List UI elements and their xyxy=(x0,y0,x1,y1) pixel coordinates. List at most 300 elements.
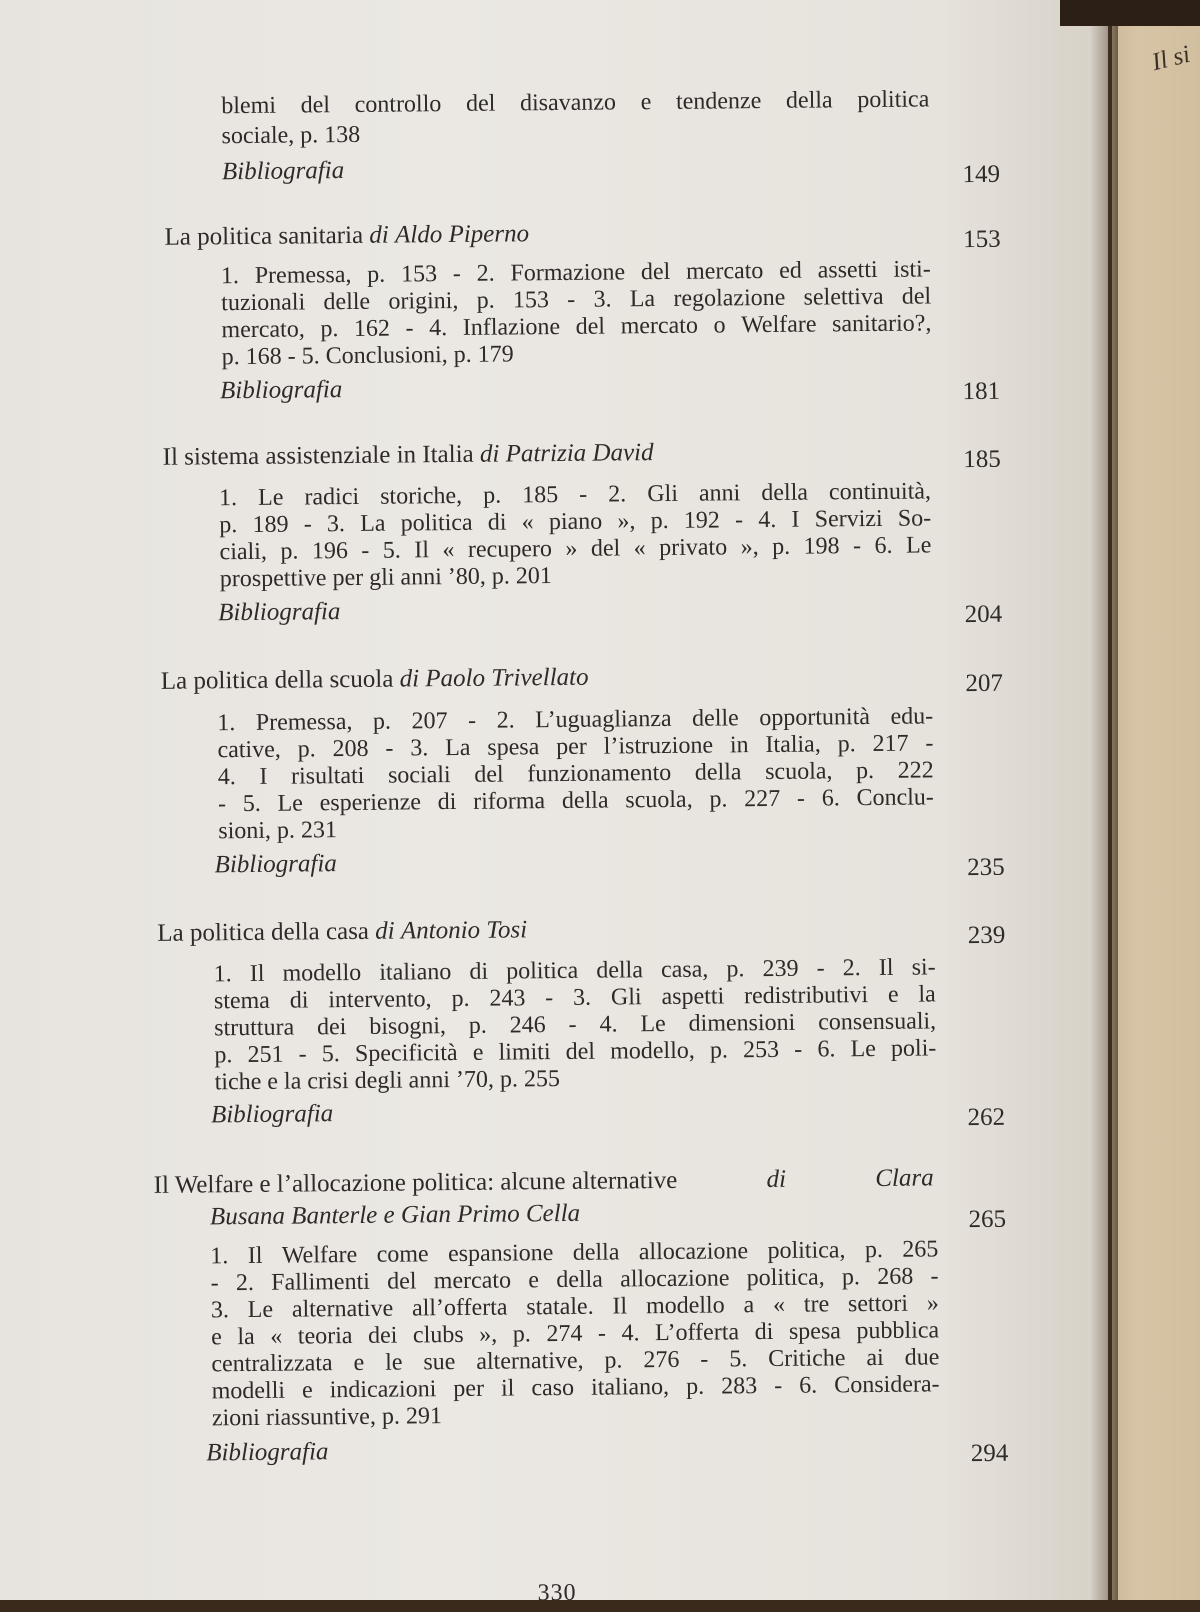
word: scuola, xyxy=(625,786,693,814)
word: continuità, xyxy=(828,478,932,506)
word: Fallimenti xyxy=(271,1268,370,1296)
word: p. xyxy=(726,956,745,983)
word: 1. xyxy=(220,263,240,290)
word: - xyxy=(298,1041,307,1068)
bibliography-label: Bibliografia xyxy=(210,1100,334,1129)
bibliography-label: Bibliografia xyxy=(219,376,343,405)
toc-detail-line xyxy=(212,1371,940,1405)
word: delle xyxy=(691,705,739,732)
word: mercato xyxy=(685,258,764,285)
word: 268 xyxy=(877,1263,914,1290)
word: 196 xyxy=(311,538,349,565)
word: di xyxy=(487,509,507,536)
word: 274 xyxy=(546,1320,583,1348)
word: p. xyxy=(367,261,386,288)
word: 192 xyxy=(683,507,720,534)
word: 2. xyxy=(476,260,495,287)
word: di xyxy=(469,958,489,985)
word: e xyxy=(211,1324,222,1351)
word: di xyxy=(754,1318,774,1346)
chapter-author: Aldo Piperno xyxy=(394,220,530,249)
word: in xyxy=(729,732,749,759)
bibliography-label: Bibliografia xyxy=(214,850,337,879)
word: recupero xyxy=(467,536,553,563)
chapter-heading xyxy=(154,1164,934,1198)
word: Gli xyxy=(610,984,642,1011)
word: come xyxy=(376,1241,429,1268)
word: allocazione xyxy=(638,1238,749,1266)
word: p. xyxy=(855,757,875,785)
word: del xyxy=(901,283,932,310)
chapter-page-number: 153 xyxy=(963,225,1001,254)
chapter-author: Patrizia David xyxy=(505,439,654,468)
word: intervento, xyxy=(328,986,432,1014)
word: 3. xyxy=(593,286,612,313)
word: politica, xyxy=(746,1264,825,1292)
word: - xyxy=(568,1011,577,1038)
chapter-heading xyxy=(157,916,527,947)
word: due xyxy=(904,1344,940,1371)
chapter-author-prefix: di xyxy=(369,221,389,249)
word: - xyxy=(930,1263,939,1290)
word: 153 xyxy=(512,287,550,314)
word: p. xyxy=(685,1373,705,1400)
word: modelli xyxy=(211,1377,286,1405)
chapter-author: Paolo Trivellato xyxy=(425,663,589,693)
word: Italia, xyxy=(765,731,821,759)
word: La xyxy=(629,286,656,313)
chapter-title: La politica della casa xyxy=(157,917,370,947)
bibliography-label: Bibliografia xyxy=(218,598,341,627)
word: », xyxy=(617,508,636,535)
word: 276 xyxy=(643,1346,680,1374)
word: 185 xyxy=(522,482,559,509)
word: p. xyxy=(214,1042,233,1069)
word: bisogni, xyxy=(369,1013,447,1040)
word: e xyxy=(472,1039,484,1066)
toc-detail-line: sociale, p. 138 xyxy=(221,121,361,150)
word: 222 xyxy=(897,757,934,784)
word: politica, xyxy=(767,1237,846,1265)
toc-detail-line xyxy=(221,86,929,120)
word: e xyxy=(887,981,899,1008)
word: Le xyxy=(850,1035,876,1063)
word: alternative, xyxy=(476,1347,584,1375)
word: 5. xyxy=(729,1346,748,1373)
word: p. xyxy=(841,1264,861,1291)
word: I xyxy=(259,763,268,790)
word: 239 xyxy=(762,955,799,983)
word: mercato, xyxy=(221,316,305,344)
chapter-heading xyxy=(161,664,589,695)
word: controllo xyxy=(354,91,442,118)
chapter-title: Il sistema assistenziale in Italia xyxy=(162,440,474,471)
word: del xyxy=(387,1268,417,1295)
chapter-title: La politica della scuola xyxy=(160,665,394,695)
word: la xyxy=(237,1323,255,1351)
word: Le xyxy=(257,484,284,511)
word: le xyxy=(385,1349,403,1376)
word: dei xyxy=(367,1322,398,1349)
word: limiti xyxy=(498,1039,551,1066)
word: 5. xyxy=(321,1041,340,1068)
word: o xyxy=(713,312,726,339)
word: della xyxy=(761,479,809,507)
word: aspetti xyxy=(661,983,725,1011)
word: modello, xyxy=(610,1037,695,1065)
word: struttura xyxy=(214,1014,295,1042)
word: - xyxy=(467,707,477,734)
word: 2. xyxy=(496,707,515,734)
word: e xyxy=(301,1377,313,1404)
word: politica xyxy=(857,86,930,114)
word: del xyxy=(565,1038,596,1065)
word: Il xyxy=(878,954,894,981)
word: modello xyxy=(282,959,362,987)
word: isti- xyxy=(893,256,931,283)
word: p. xyxy=(709,1037,729,1064)
word: anni xyxy=(698,480,741,507)
word: caso xyxy=(531,1374,575,1402)
chapter-author-prefix: di xyxy=(479,440,500,468)
word: del xyxy=(590,535,621,562)
word: stema xyxy=(213,987,271,1015)
chapter-author-prefix: di xyxy=(375,917,395,945)
word: 217 xyxy=(872,730,909,757)
word: politica xyxy=(506,957,579,985)
word: ed xyxy=(779,257,802,284)
word: opportunità xyxy=(759,704,871,732)
toc-detail-line xyxy=(219,532,931,566)
word: teoria xyxy=(297,1323,353,1350)
word: sociali xyxy=(387,762,451,789)
word: Il xyxy=(247,1242,263,1270)
chapter-author-prefix: di xyxy=(399,665,420,693)
word: « xyxy=(270,1323,283,1350)
word: allocazione xyxy=(620,1265,730,1293)
word: esperienze xyxy=(319,789,422,817)
word: 3. xyxy=(572,984,592,1011)
word: pubblica xyxy=(856,1317,940,1345)
word: Il xyxy=(612,1293,628,1320)
word: 246 xyxy=(509,1012,546,1039)
word: assetti xyxy=(817,256,878,284)
word: 1. xyxy=(217,710,236,737)
word: spesa xyxy=(487,734,540,761)
word: Premessa, xyxy=(255,708,353,736)
word: 243 xyxy=(489,985,526,1012)
word: p. xyxy=(451,985,470,1013)
word: 1. xyxy=(213,961,232,988)
word: all’offerta xyxy=(411,1294,508,1322)
word: 265 xyxy=(902,1236,939,1263)
chapter-author-prefix: di xyxy=(766,1165,787,1194)
word: funzionamento xyxy=(527,759,672,788)
word: alternative xyxy=(291,1295,394,1323)
word: redistributivi xyxy=(743,982,869,1010)
word: La xyxy=(445,734,471,762)
word: Le xyxy=(277,790,304,817)
word: « xyxy=(633,535,646,562)
word: centralizzata xyxy=(211,1350,333,1378)
word: », xyxy=(740,534,759,561)
word: mercato xyxy=(433,1267,512,1295)
word: piano xyxy=(548,508,603,536)
word: tre xyxy=(803,1291,830,1318)
chapter-author: Antonio Tosi xyxy=(400,916,528,945)
word: - xyxy=(796,785,806,812)
word: Considera- xyxy=(834,1371,940,1399)
word: a xyxy=(743,1292,755,1319)
word: l’istruzione xyxy=(603,732,714,760)
toc-detail-line: zioni riassuntive, p. 291 xyxy=(211,1403,443,1432)
word: del xyxy=(474,761,504,788)
word: 227 xyxy=(744,785,781,813)
word: Le xyxy=(640,1010,666,1038)
word: Premessa, xyxy=(254,261,352,289)
word: la xyxy=(918,981,936,1008)
word: ciali, xyxy=(219,538,268,566)
chapter-page-number: 207 xyxy=(965,669,1004,698)
word: settori xyxy=(847,1290,909,1318)
word: sanitario?, xyxy=(831,310,932,338)
toc-detail-line xyxy=(218,784,934,818)
chapter-author-continued: Busana Banterle e Gian Primo Cella xyxy=(209,1199,581,1231)
chapter-author: Clara xyxy=(875,1164,934,1192)
word: 153 xyxy=(400,261,438,288)
word: 4. xyxy=(429,315,448,342)
word: » xyxy=(926,1290,939,1317)
word: - xyxy=(700,1346,709,1373)
word: - xyxy=(925,730,934,757)
word: p. xyxy=(468,1012,487,1039)
word: della xyxy=(556,1266,604,1294)
word: Welfare xyxy=(281,1241,358,1269)
word: - xyxy=(210,1270,219,1297)
word: p. xyxy=(837,731,856,758)
word: riforma xyxy=(473,788,546,815)
word: - xyxy=(579,481,588,508)
word: - xyxy=(217,791,227,818)
bibliography-label: Bibliografia xyxy=(221,157,345,186)
word: per xyxy=(556,733,587,761)
word: sue xyxy=(423,1349,456,1376)
word: Specificità xyxy=(354,1039,458,1067)
word: 1. xyxy=(210,1243,229,1270)
bibliography-page-number: 149 xyxy=(962,160,1001,189)
word: - xyxy=(361,537,370,564)
word: p. xyxy=(604,1347,623,1374)
word: selettiva xyxy=(803,283,884,311)
word: 198 xyxy=(803,533,840,560)
word: - xyxy=(303,511,312,538)
word: 5. xyxy=(242,790,261,818)
chapter-page-number: 265 xyxy=(968,1205,1007,1234)
word: Le xyxy=(247,1296,274,1324)
word: origini, xyxy=(388,287,459,315)
word: p. xyxy=(320,316,339,343)
word: - xyxy=(734,507,744,534)
word: blemi xyxy=(221,92,277,120)
word: 4. xyxy=(758,506,777,534)
word: 5. xyxy=(382,537,401,564)
word: Conclu- xyxy=(856,784,934,812)
word: della xyxy=(694,759,742,786)
word: p. xyxy=(297,736,316,763)
word: 207 xyxy=(411,708,448,735)
word: e xyxy=(353,1349,365,1377)
word: 6. xyxy=(799,1372,818,1399)
toc-detail-line xyxy=(214,1035,936,1069)
word: e xyxy=(528,1267,540,1294)
word: Inflazione xyxy=(462,313,561,341)
word: mercato xyxy=(620,312,699,340)
word: statale. xyxy=(526,1293,594,1321)
word: - xyxy=(816,955,825,982)
word: p. xyxy=(864,1236,884,1264)
word: del xyxy=(465,90,496,117)
word: - xyxy=(405,315,414,342)
word: edu- xyxy=(890,703,934,730)
word: - xyxy=(385,735,394,762)
chapter-title: La politica sanitaria xyxy=(164,221,364,251)
word: La xyxy=(360,510,386,537)
word: di xyxy=(437,788,457,816)
word: 4. xyxy=(217,764,236,791)
word: 4. xyxy=(599,1011,618,1038)
word: per xyxy=(453,1375,485,1403)
word: di xyxy=(289,987,309,1014)
word: 208 xyxy=(332,735,369,763)
word: storiche, xyxy=(380,482,463,510)
bibliography-page-number: 181 xyxy=(962,377,1001,406)
word: 253 xyxy=(742,1036,780,1064)
word: 251 xyxy=(247,1041,284,1069)
word: Servizi xyxy=(814,505,883,533)
chapter-heading xyxy=(163,439,654,471)
word: 6. xyxy=(817,1036,836,1063)
word: 189 xyxy=(252,511,289,538)
word: scuola, xyxy=(765,758,833,786)
word: « xyxy=(521,509,534,536)
word: della xyxy=(596,957,644,984)
word: dimensioni xyxy=(688,1009,796,1037)
word: p. xyxy=(476,287,495,314)
word: L’uguaglianza xyxy=(535,705,672,734)
word: », xyxy=(479,1321,498,1348)
word: 3. xyxy=(326,511,346,538)
word: « xyxy=(442,537,455,564)
word: p. xyxy=(709,786,728,813)
word: 2. xyxy=(235,1269,255,1297)
word: - xyxy=(852,533,862,560)
page-number: 330 xyxy=(537,1579,577,1607)
word: I xyxy=(791,506,800,533)
chapter-page-number: 185 xyxy=(963,445,1001,474)
word: 162 xyxy=(353,315,391,342)
word: - xyxy=(452,260,461,288)
word: indicazioni xyxy=(329,1376,437,1404)
word: Gli xyxy=(647,480,679,508)
word: della xyxy=(572,1239,620,1266)
word: » xyxy=(565,535,578,562)
word: clubs xyxy=(412,1321,464,1349)
chapter-page-number: 239 xyxy=(967,921,1006,950)
word: poli- xyxy=(890,1035,937,1062)
word: radici xyxy=(304,483,360,511)
bibliography-page-number: 294 xyxy=(970,1439,1009,1468)
word: 2. xyxy=(608,481,627,508)
word: il xyxy=(500,1375,515,1402)
bibliography-page-number: 204 xyxy=(964,600,1003,629)
word: disavanzo xyxy=(519,89,617,117)
word: 3. xyxy=(210,1297,230,1324)
word: regolazione xyxy=(673,284,786,312)
chapter-heading xyxy=(164,220,529,250)
word: p. xyxy=(772,533,791,560)
word: del xyxy=(575,313,606,340)
word: cative, xyxy=(217,736,281,764)
word: Il xyxy=(249,960,265,987)
word: tuzionali xyxy=(221,289,306,317)
word: italiano, xyxy=(590,1373,670,1401)
word: Welfare xyxy=(741,311,817,339)
word: - xyxy=(597,1320,607,1347)
toc-detail-line: prospettive per gli anni ’80, p. 201 xyxy=(219,563,552,593)
word: 283 xyxy=(721,1373,758,1400)
word: - xyxy=(545,985,554,1012)
word: privato xyxy=(659,534,728,562)
bibliography-page-number: 262 xyxy=(967,1103,1006,1132)
right-page-edge xyxy=(1112,0,1200,1600)
chapter-title: Il Welfare e l’allocazione politica: alcune alternative xyxy=(153,1166,678,1199)
word: - xyxy=(774,1372,783,1399)
word: politica xyxy=(400,509,473,537)
toc-detail-line: sioni, p. 231 xyxy=(218,817,338,845)
word: 4. xyxy=(621,1320,640,1347)
word: delle xyxy=(323,288,371,316)
word: del xyxy=(300,92,331,119)
word: « xyxy=(772,1291,786,1318)
bibliography-label: Bibliografia xyxy=(206,1438,329,1467)
word: si- xyxy=(911,954,936,981)
word: ai xyxy=(866,1344,884,1372)
word: Critiche xyxy=(768,1345,846,1373)
word: - xyxy=(567,286,576,313)
word: 6. xyxy=(821,785,840,812)
word: tendenze xyxy=(675,88,762,115)
word: risultati xyxy=(290,762,365,790)
word: della xyxy=(785,87,833,114)
bibliography-page-number: 235 xyxy=(967,853,1005,882)
word: p. xyxy=(650,507,669,535)
word: dei xyxy=(316,1014,347,1041)
word: - xyxy=(794,1036,803,1063)
word: del xyxy=(640,258,671,286)
word: italiano xyxy=(379,959,452,986)
word: espansione xyxy=(447,1240,554,1268)
word: modello xyxy=(645,1292,725,1320)
word: Le xyxy=(905,532,932,559)
word: p. xyxy=(483,482,502,509)
word: 1. xyxy=(218,485,238,512)
word: consensuali, xyxy=(818,1008,937,1036)
word: spesa xyxy=(788,1318,842,1345)
toc-detail-line: p. 168 - 5. Conclusioni, p. 179 xyxy=(221,341,514,371)
word: Formazione xyxy=(510,259,626,287)
word: casa, xyxy=(660,956,709,984)
word: p. xyxy=(512,1321,531,1348)
